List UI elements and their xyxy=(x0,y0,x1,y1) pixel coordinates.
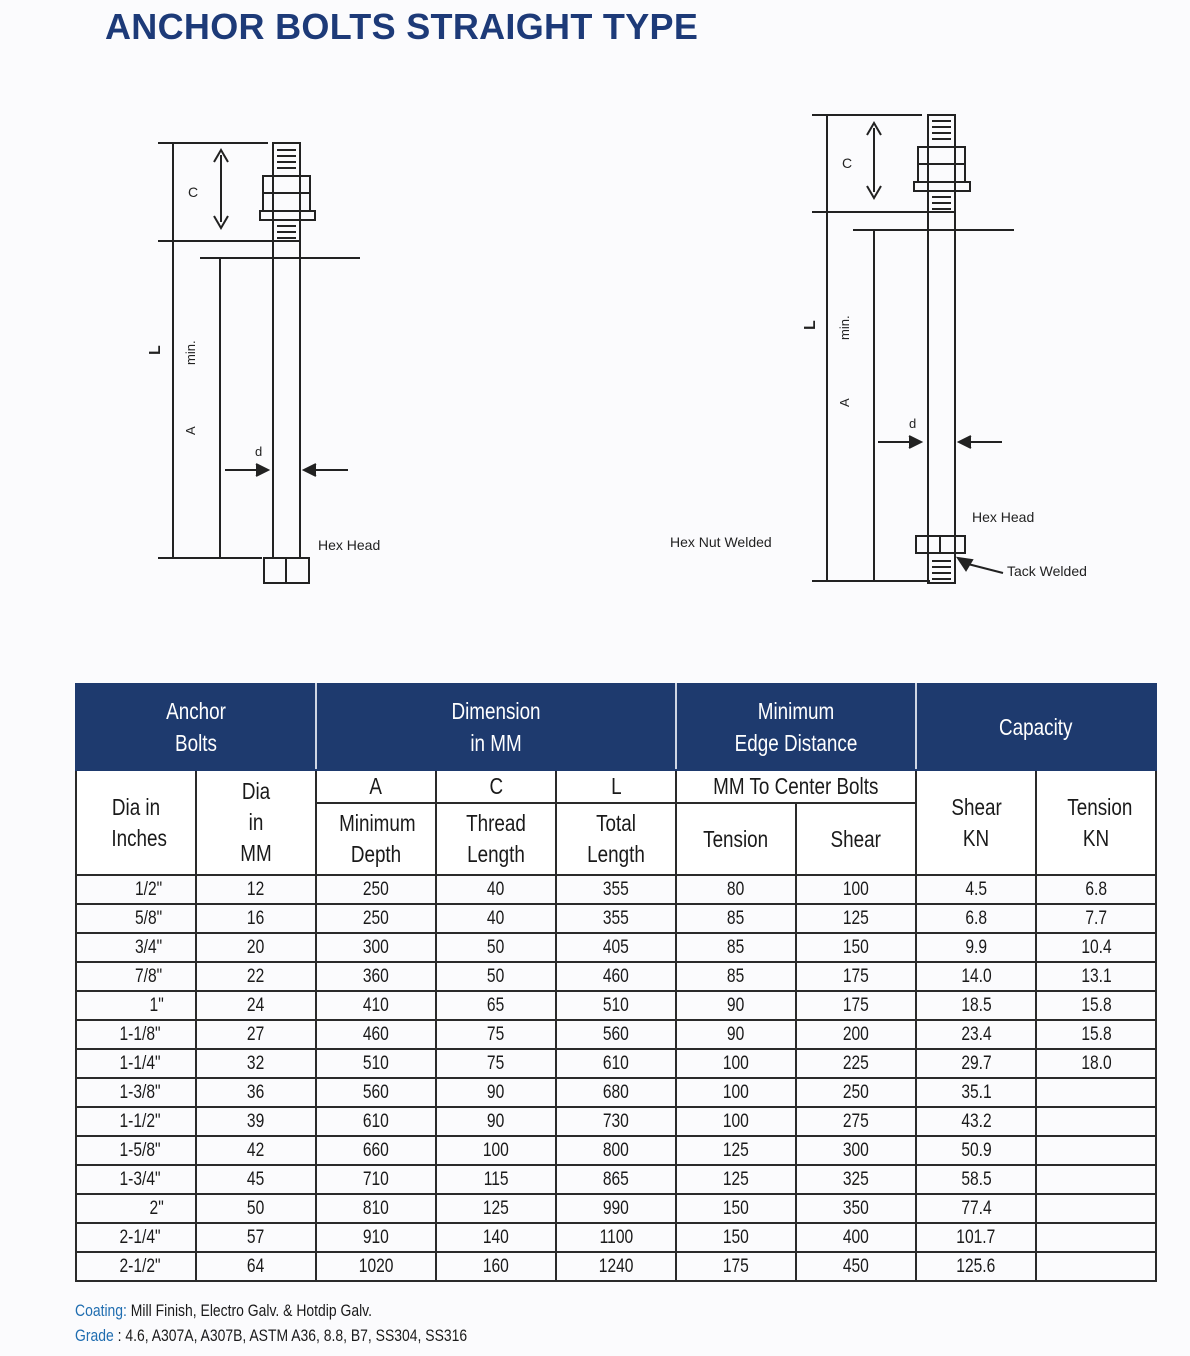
header-thread-length: Thread Length xyxy=(436,803,556,875)
table-cell: 57 xyxy=(196,1223,316,1252)
right-min-label: min. xyxy=(837,315,852,340)
table-row xyxy=(76,1049,1156,1078)
coating-label: Coating: xyxy=(75,1301,127,1320)
table-cell: 90 xyxy=(436,1107,556,1136)
table-cell: 275 xyxy=(796,1107,916,1136)
table-cell: 50 xyxy=(436,933,556,962)
table-row xyxy=(76,904,1156,933)
table-cell: 90 xyxy=(676,1020,796,1049)
right-a-label: A xyxy=(837,398,852,407)
table-cell: 24 xyxy=(196,991,316,1020)
table-cell xyxy=(1036,1165,1156,1194)
table-cell: 32 xyxy=(196,1049,316,1078)
table-cell: 610 xyxy=(316,1107,436,1136)
table-cell: 50 xyxy=(436,962,556,991)
table-cell: 410 xyxy=(316,991,436,1020)
left-a-label: A xyxy=(183,426,198,435)
table-cell: 990 xyxy=(556,1194,676,1223)
table-cell: 12 xyxy=(196,875,316,904)
table-cell: 810 xyxy=(316,1194,436,1223)
table-cell: 125.6 xyxy=(916,1252,1036,1281)
table-cell: 150 xyxy=(796,933,916,962)
header-c: C xyxy=(436,770,556,803)
table-row xyxy=(76,1136,1156,1165)
table-cell: 29.7 xyxy=(916,1049,1036,1078)
table-cell: 20 xyxy=(196,933,316,962)
table-cell: 730 xyxy=(556,1107,676,1136)
table-cell: 35.1 xyxy=(916,1078,1036,1107)
table-cell: 75 xyxy=(436,1020,556,1049)
table-cell: 910 xyxy=(316,1223,436,1252)
table-cell: 3/4" xyxy=(76,933,196,962)
table-cell: 18.0 xyxy=(1036,1049,1156,1078)
table-cell: 90 xyxy=(676,991,796,1020)
table-cell: 460 xyxy=(316,1020,436,1049)
header-dimension: Dimension in MM xyxy=(316,684,676,770)
table-cell: 100 xyxy=(676,1078,796,1107)
table-cell: 9.9 xyxy=(916,933,1036,962)
table-cell: 27 xyxy=(196,1020,316,1049)
table-cell: 90 xyxy=(436,1078,556,1107)
table-cell: 101.7 xyxy=(916,1223,1036,1252)
header-edge-distance: Minimum Edge Distance xyxy=(676,684,916,770)
left-l-label: L xyxy=(147,345,164,355)
table-cell: 85 xyxy=(676,933,796,962)
table-cell: 7/8" xyxy=(76,962,196,991)
table-row xyxy=(76,991,1156,1020)
table-cell: 1020 xyxy=(316,1252,436,1281)
table-cell: 450 xyxy=(796,1252,916,1281)
table-cell: 85 xyxy=(676,962,796,991)
header-shear-kn: Shear KN xyxy=(916,770,1036,875)
table-cell: 1240 xyxy=(556,1252,676,1281)
table-cell: 710 xyxy=(316,1165,436,1194)
table-cell: 4.5 xyxy=(916,875,1036,904)
table-cell: 560 xyxy=(556,1020,676,1049)
table-cell: 16 xyxy=(196,904,316,933)
table-cell: 560 xyxy=(316,1078,436,1107)
table-cell: 355 xyxy=(556,904,676,933)
table-cell: 1-3/8" xyxy=(76,1078,196,1107)
table-cell: 1-1/2" xyxy=(76,1107,196,1136)
table-cell: 100 xyxy=(676,1107,796,1136)
table-cell: 250 xyxy=(316,875,436,904)
table-cell: 300 xyxy=(796,1136,916,1165)
coating-note xyxy=(75,1301,437,1321)
table-cell: 14.0 xyxy=(916,962,1036,991)
table-cell: 22 xyxy=(196,962,316,991)
table-cell xyxy=(1036,1078,1156,1107)
left-min-label: min. xyxy=(183,340,198,365)
table-cell: 1" xyxy=(76,991,196,1020)
table-body xyxy=(76,875,1156,1281)
table-cell: 175 xyxy=(796,991,916,1020)
table-cell: 85 xyxy=(676,904,796,933)
table-row xyxy=(76,875,1156,904)
grade-label: Grade xyxy=(75,1326,114,1345)
table-cell xyxy=(1036,1194,1156,1223)
table-cell: 1/2" xyxy=(76,875,196,904)
table-cell: 115 xyxy=(436,1165,556,1194)
table-row xyxy=(76,1078,1156,1107)
table-cell: 7.7 xyxy=(1036,904,1156,933)
table-cell: 1-3/4" xyxy=(76,1165,196,1194)
table-cell: 40 xyxy=(436,875,556,904)
table-cell: 175 xyxy=(676,1252,796,1281)
table-cell: 865 xyxy=(556,1165,676,1194)
table-cell: 660 xyxy=(316,1136,436,1165)
table-cell: 125 xyxy=(796,904,916,933)
table-row xyxy=(76,1252,1156,1281)
left-d-label: d xyxy=(255,444,263,459)
tack-welded-label: Tack Welded xyxy=(1007,563,1087,579)
header-total-length: Total Length xyxy=(556,803,676,875)
hex-nut-welded-label: Hex Nut Welded xyxy=(670,534,772,550)
table-row xyxy=(76,933,1156,962)
table-cell: 75 xyxy=(436,1049,556,1078)
table-cell: 65 xyxy=(436,991,556,1020)
table-cell: 175 xyxy=(796,962,916,991)
table-cell: 360 xyxy=(316,962,436,991)
table-cell: 1-1/4" xyxy=(76,1049,196,1078)
table-cell: 15.8 xyxy=(1036,991,1156,1020)
table-cell xyxy=(1036,1223,1156,1252)
table-cell: 100 xyxy=(676,1049,796,1078)
table-cell: 150 xyxy=(676,1194,796,1223)
table-cell: 300 xyxy=(316,933,436,962)
table-cell: 18.5 xyxy=(916,991,1036,1020)
table-cell: 125 xyxy=(436,1194,556,1223)
table-cell: 680 xyxy=(556,1078,676,1107)
header-edge-tension: Tension xyxy=(676,803,796,875)
table-row xyxy=(76,1107,1156,1136)
table-cell: 2" xyxy=(76,1194,196,1223)
table-cell: 405 xyxy=(556,933,676,962)
table-cell: 36 xyxy=(196,1078,316,1107)
table-cell: 100 xyxy=(436,1136,556,1165)
header-min-depth: Minimum Depth xyxy=(316,803,436,875)
table-row xyxy=(76,1194,1156,1223)
table-cell: 50 xyxy=(196,1194,316,1223)
table-cell: 1100 xyxy=(556,1223,676,1252)
page-title: ANCHOR BOLTS STRAIGHT TYPE xyxy=(105,6,699,47)
table-cell: 64 xyxy=(196,1252,316,1281)
left-hex-head-label: Hex Head xyxy=(318,537,381,553)
right-d-label: d xyxy=(909,416,917,431)
table-cell: 160 xyxy=(436,1252,556,1281)
table-cell: 40 xyxy=(436,904,556,933)
table-cell: 325 xyxy=(796,1165,916,1194)
table-cell xyxy=(1036,1136,1156,1165)
header-dia-mm: Dia in MM xyxy=(196,770,316,875)
table-cell: 50.9 xyxy=(916,1136,1036,1165)
table-cell: 2-1/4" xyxy=(76,1223,196,1252)
table-cell: 42 xyxy=(196,1136,316,1165)
table-cell: 23.4 xyxy=(916,1020,1036,1049)
coating-value: Mill Finish, Electro Galv. & Hotdip Galv. xyxy=(130,1301,372,1320)
header-anchor-bolts: Anchor Bolts xyxy=(76,684,316,770)
table-cell: 80 xyxy=(676,875,796,904)
grade-note xyxy=(75,1326,553,1346)
header-capacity: Capacity xyxy=(916,684,1156,770)
right-l-label: L xyxy=(802,320,819,330)
table-cell: 510 xyxy=(316,1049,436,1078)
table-cell: 140 xyxy=(436,1223,556,1252)
table-cell: 45 xyxy=(196,1165,316,1194)
grade-value: : 4.6, A307A, A307B, ASTM A36, 8.8, B7, SS304, SS316 xyxy=(113,1326,468,1345)
table-cell: 225 xyxy=(796,1049,916,1078)
header-l: L xyxy=(556,770,676,803)
right-hex-head-label: Hex Head xyxy=(972,509,1035,525)
table-cell: 2-1/2" xyxy=(76,1252,196,1281)
header-mm-center: MM To Center Bolts xyxy=(676,770,916,803)
table-cell: 250 xyxy=(316,904,436,933)
table-cell: 355 xyxy=(556,875,676,904)
table-cell: 77.4 xyxy=(916,1194,1036,1223)
table-cell: 400 xyxy=(796,1223,916,1252)
table-cell xyxy=(1036,1252,1156,1281)
table-cell: 6.8 xyxy=(916,904,1036,933)
right-c-label: C xyxy=(842,155,853,171)
header-a: A xyxy=(316,770,436,803)
table-row xyxy=(76,962,1156,991)
anchor-bolt-spec-table xyxy=(75,683,1157,1282)
left-c-label: C xyxy=(188,184,199,200)
table-cell: 510 xyxy=(556,991,676,1020)
table-cell: 1-1/8" xyxy=(76,1020,196,1049)
table-cell: 350 xyxy=(796,1194,916,1223)
table-cell: 100 xyxy=(796,875,916,904)
table-cell: 125 xyxy=(676,1165,796,1194)
table-cell: 13.1 xyxy=(1036,962,1156,991)
table-cell: 15.8 xyxy=(1036,1020,1156,1049)
header-tension-kn: Tension KN xyxy=(1036,770,1156,875)
table-cell: 610 xyxy=(556,1049,676,1078)
table-row xyxy=(76,1165,1156,1194)
table-row xyxy=(76,1020,1156,1049)
table-cell: 460 xyxy=(556,962,676,991)
table-cell: 150 xyxy=(676,1223,796,1252)
table-cell: 58.5 xyxy=(916,1165,1036,1194)
header-edge-shear: Shear xyxy=(796,803,916,875)
table-cell xyxy=(1036,1107,1156,1136)
table-cell: 5/8" xyxy=(76,904,196,933)
table-row xyxy=(76,1223,1156,1252)
table-cell: 6.8 xyxy=(1036,875,1156,904)
table-cell: 800 xyxy=(556,1136,676,1165)
table-cell: 125 xyxy=(676,1136,796,1165)
table-cell: 43.2 xyxy=(916,1107,1036,1136)
table-cell: 250 xyxy=(796,1078,916,1107)
header-dia-inches: Dia in Inches xyxy=(76,770,196,875)
table-cell: 1-5/8" xyxy=(76,1136,196,1165)
table-cell: 39 xyxy=(196,1107,316,1136)
table-cell: 10.4 xyxy=(1036,933,1156,962)
table-cell: 200 xyxy=(796,1020,916,1049)
